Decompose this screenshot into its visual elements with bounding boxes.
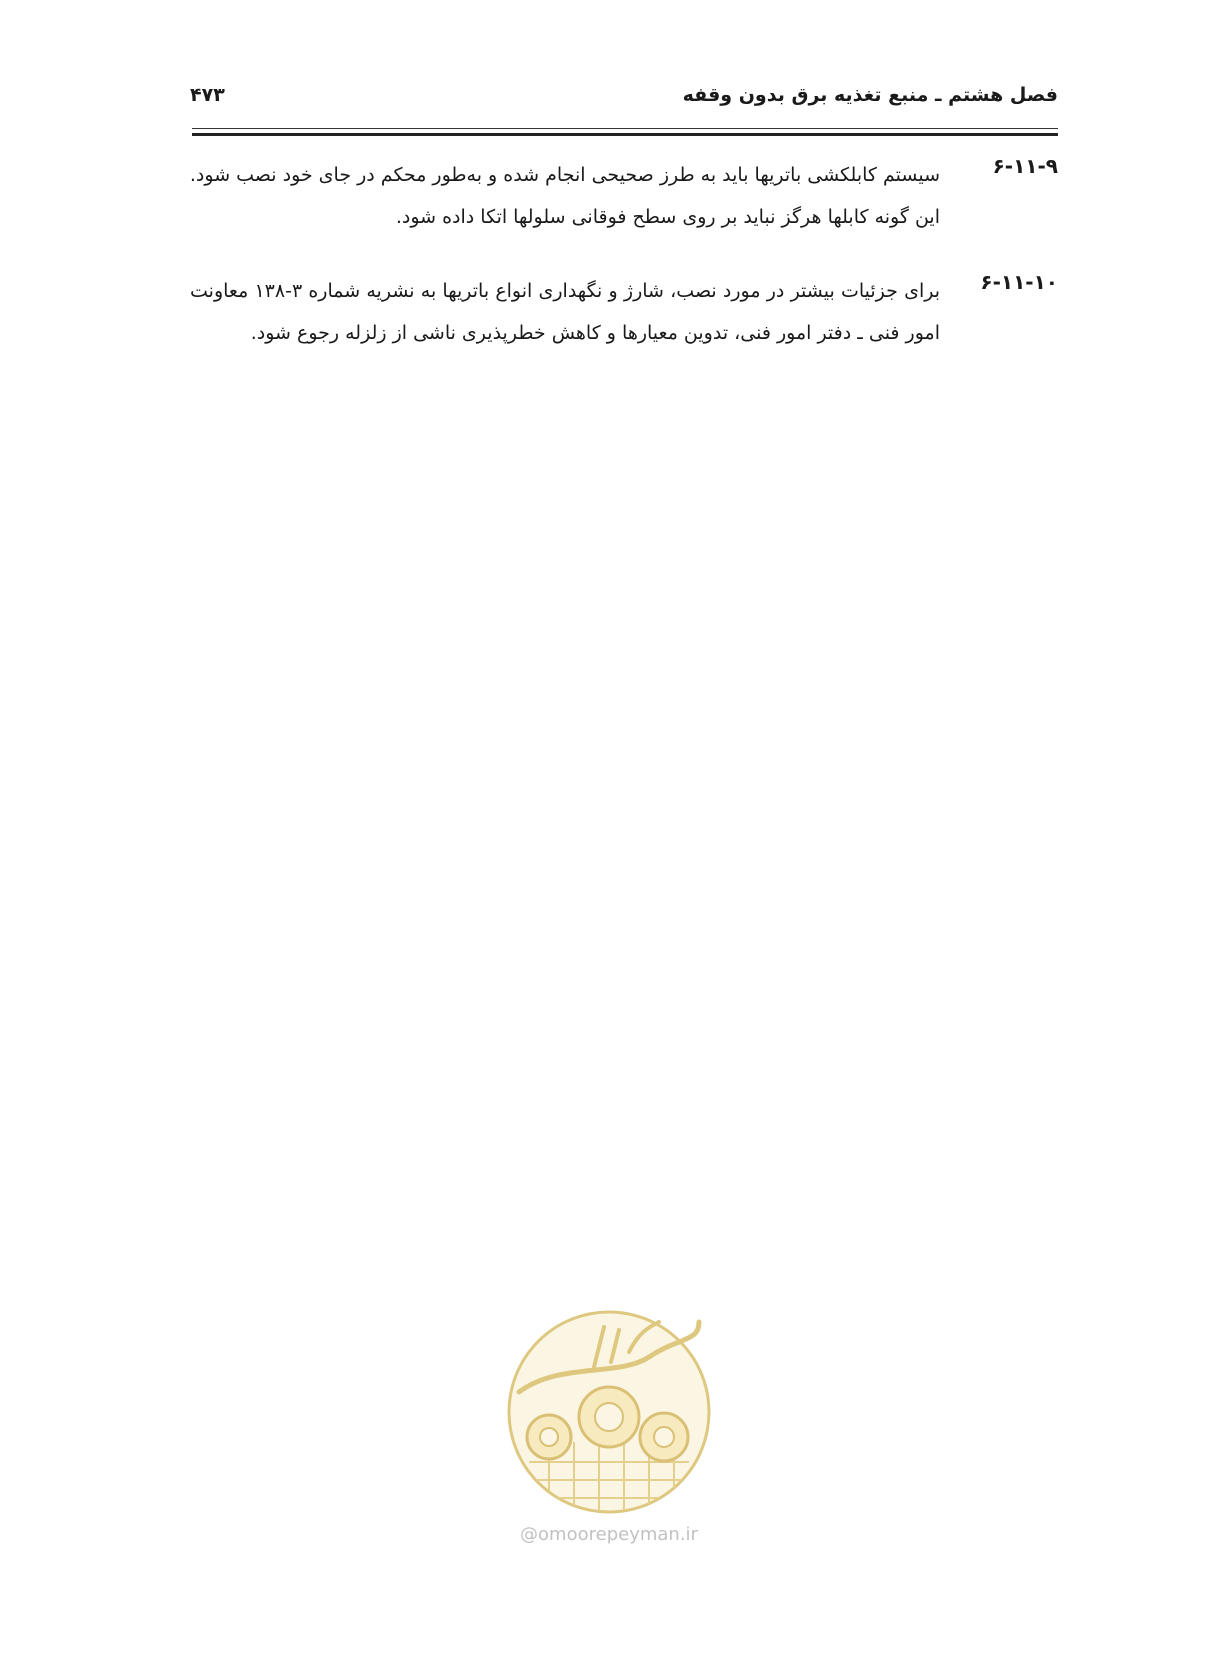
clause-text	[190, 154, 940, 238]
page-number: ۴۷۳	[190, 84, 225, 106]
clause-6-11-9	[190, 154, 1058, 238]
clause-6-11-10	[190, 270, 1058, 354]
clause-number: ۶-۱۱-۱۰	[980, 270, 1058, 294]
header-rule-thin	[192, 128, 1058, 129]
page-header	[190, 82, 1058, 116]
watermark-seal-icon	[499, 1302, 719, 1522]
clause-line: این گونه کابلها هرگز نباید بر روی سطح فوقانی سلولها اتکا داده شود.	[395, 206, 940, 228]
clause-line: امور فنی ـ دفتر امور فنی، تدوین معیارها و کاهش خطرپذیری ناشی از زلزله رجوع شود.	[250, 322, 940, 344]
watermark-logo	[499, 1302, 719, 1562]
chapter-title: فصل هشتم ـ منبع تغذیه برق بدون وقفه	[682, 84, 1058, 106]
clause-text	[190, 270, 940, 354]
clause-line: سیستم کابلکشی باتریها باید به طرز صحیحی انجام شده و به‌طور محکم در جای خود نصب شود.	[189, 164, 940, 186]
clause-line: برای جزئیات بیشتر در مورد نصب، شارژ و نگهداری انواع باتریها به نشریه شماره ۳-۱۳۸ معاونت	[190, 280, 940, 302]
clause-number: ۶-۱۱-۹	[992, 154, 1058, 178]
header-rule-thick	[192, 133, 1058, 136]
watermark-url: @omoorepeyman.ir	[520, 1524, 698, 1545]
